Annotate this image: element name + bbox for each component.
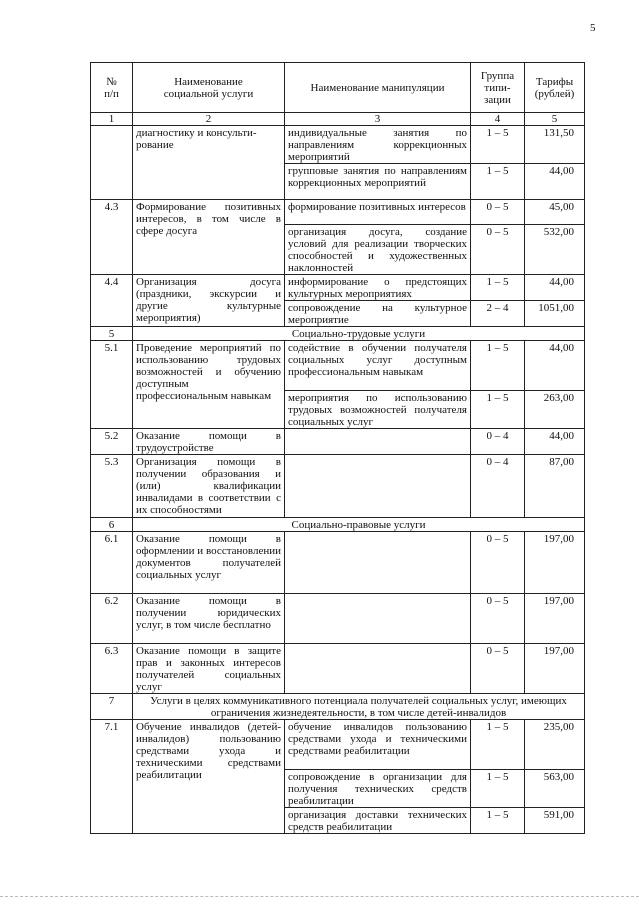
service-name: диагностику и консульти- рование [133,126,285,200]
row-number: 4.4 [91,275,133,327]
tariff-value: 44,00 [525,429,585,455]
tariff-value: 197,00 [525,644,585,694]
manipulation-name: обучение инвалидов пользованию средствами ухода и техническими средствами реабилитации [285,720,471,770]
header-manipulation-name: Наименование манипуляции [285,63,471,113]
header-row [91,63,585,113]
table-row [91,720,585,770]
service-name: Организация помощи в получении образования и (или) квалификации инвалидами в соответствии с их способностями [133,455,285,518]
table-row [91,275,585,301]
service-name: Оказание помощи в оформлении и восстановлении документов получателей социальных услуг [133,532,285,594]
row-number [91,126,133,200]
tariff-value: 197,00 [525,594,585,644]
manipulation-name: групповые занятия по направлениям коррекционных мероприятий [285,164,471,200]
service-name: Проведение мероприятий по использованию трудовых возможностей и обучению доступным профессиональным навыкам [133,341,285,429]
header-tariffs: Тарифы (рублей) [525,63,585,113]
manipulation-name [285,644,471,694]
typing-group: 0 – 5 [471,532,525,594]
manipulation-name: организация досуга, создание условий для реализации творческих способностей и художественных наклонностей [285,225,471,275]
table-row [91,200,585,225]
manipulation-name [285,429,471,455]
table-row [91,532,585,594]
manipulation-name: индивидуальные занятия по направлениям коррекционных мероприятий [285,126,471,164]
manipulation-name: сопровождение в организации для получения технических средств реабилитации [285,770,471,808]
manipulation-name: содействие в обучении получателя социальных услуг доступным профессиональным навыкам [285,341,471,391]
table-row [91,126,585,164]
tariff-value: 563,00 [525,770,585,808]
table-row [91,429,585,455]
index-cell: 2 [133,113,285,126]
section-title: Социально-правовые услуги [133,518,585,532]
table-row [91,341,585,391]
table-row [91,455,585,518]
section-number: 5 [91,327,133,341]
typing-group: 1 – 5 [471,275,525,301]
typing-group: 1 – 5 [471,341,525,391]
manipulation-name [285,455,471,518]
row-number: 4.3 [91,200,133,275]
manipulation-name [285,594,471,644]
typing-group: 0 – 4 [471,429,525,455]
service-name: Оказание помощи в защите прав и законных интересов получателей социальных услуг [133,644,285,694]
section-row [91,327,585,341]
section-title: Социально-трудовые услуги [133,327,585,341]
row-number: 7.1 [91,720,133,834]
page-number: 5 [590,22,596,34]
tariff-value: 131,50 [525,126,585,164]
tariff-value: 44,00 [525,341,585,391]
typing-group: 1 – 5 [471,126,525,164]
index-cell: 4 [471,113,525,126]
row-number: 5.1 [91,341,133,429]
typing-group: 0 – 4 [471,455,525,518]
tariff-value: 532,00 [525,225,585,275]
tariff-value: 44,00 [525,164,585,200]
table-row [91,644,585,694]
service-name: Оказание помощи в трудоустройстве [133,429,285,455]
tariff-value: 263,00 [525,391,585,429]
typing-group: 0 – 5 [471,225,525,275]
manipulation-name: сопровождение на культурное мероприятие [285,301,471,327]
row-number: 6.1 [91,532,133,594]
index-cell: 5 [525,113,585,126]
typing-group: 1 – 5 [471,720,525,770]
index-row [91,113,585,126]
service-name: Организация досуга (праздники, экскурсии и другие культурные мероприятия) [133,275,285,327]
manipulation-name: информирование о предстоящих культурных мероприятиях [285,275,471,301]
table-row [91,594,585,644]
typing-group: 1 – 5 [471,391,525,429]
section-title: Услуги в целях коммуникативного потенциала получателей социальных услуг, имеющих ограничения жизнедеятельности, в том числе детей-инвалидов [133,694,585,720]
header-number: № п/п [91,63,133,113]
service-name: Формирование позитивных интересов, в том числе в сфере досуга [133,200,285,275]
index-cell: 1 [91,113,133,126]
section-number: 7 [91,694,133,720]
tariff-table [90,62,585,834]
row-number: 5.3 [91,455,133,518]
section-number: 6 [91,518,133,532]
tariff-value: 591,00 [525,808,585,834]
header-service-name: Наименование социальной услуги [133,63,285,113]
typing-group: 0 – 5 [471,200,525,225]
typing-group: 1 – 5 [471,808,525,834]
typing-group: 2 – 4 [471,301,525,327]
section-row [91,694,585,720]
service-name: Оказание помощи в получении юридических услуг, в том числе бесплатно [133,594,285,644]
row-number: 5.2 [91,429,133,455]
manipulation-name: формирование позитивных интересов [285,200,471,225]
header-typing-group: Группа типи- зации [471,63,525,113]
service-name: Обучение инвалидов (детей-инвалидов) пользованию средствами ухода и техническими средствами реабилитации [133,720,285,834]
typing-group: 0 – 5 [471,644,525,694]
tariff-value: 45,00 [525,200,585,225]
manipulation-name: организация доставки технических средств реабилитации [285,808,471,834]
row-number: 6.3 [91,644,133,694]
typing-group: 1 – 5 [471,164,525,200]
tariff-value: 87,00 [525,455,585,518]
row-number: 6.2 [91,594,133,644]
tariff-value: 1051,00 [525,301,585,327]
typing-group: 0 – 5 [471,594,525,644]
section-row [91,518,585,532]
manipulation-name [285,532,471,594]
tariff-value: 44,00 [525,275,585,301]
manipulation-name: мероприятия по использованию трудовых возможностей получателя социальных услуг [285,391,471,429]
tariff-value: 235,00 [525,720,585,770]
index-cell: 3 [285,113,471,126]
typing-group: 1 – 5 [471,770,525,808]
tariff-value: 197,00 [525,532,585,594]
page-bottom-divider [0,896,639,897]
